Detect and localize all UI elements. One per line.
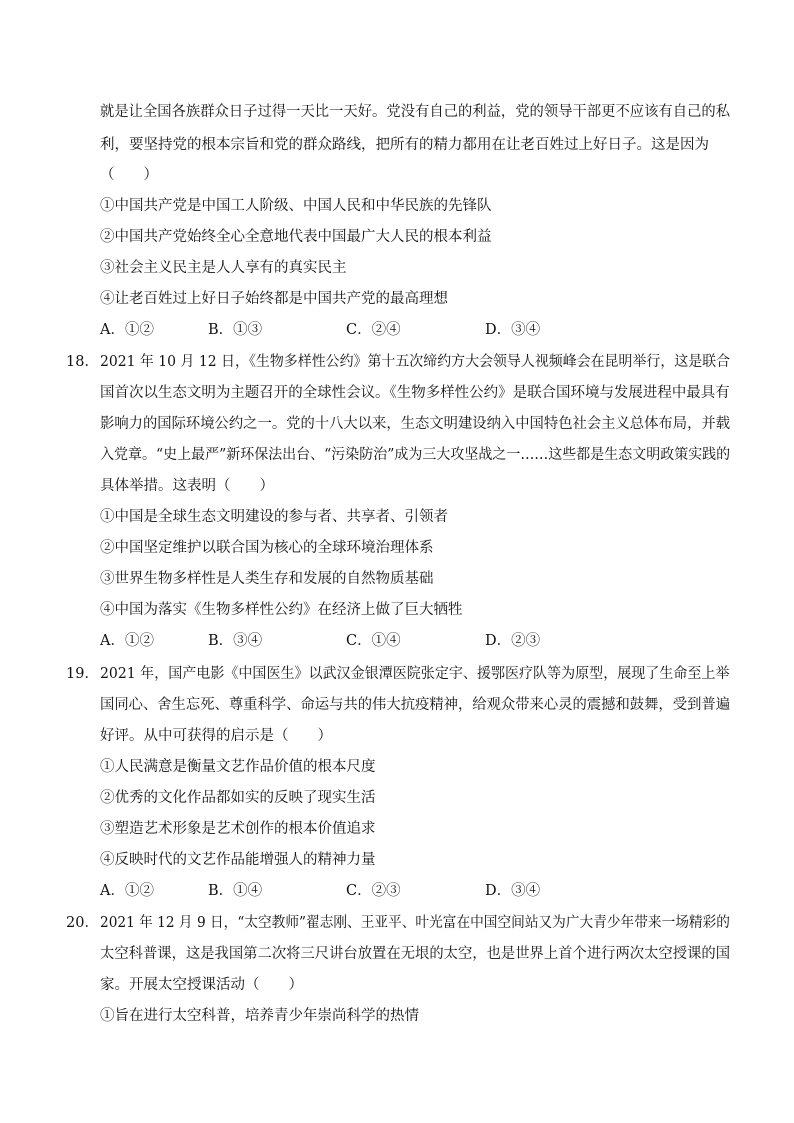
q19-choice-d: D．③④ (485, 883, 541, 899)
q18-choice-d: D．②③ (485, 633, 541, 649)
q18-stem-line-5: 具体举措。这表明（ ） (100, 478, 274, 494)
q18-stem-line-2: 国首次以生态文明为主题召开的全球性会议。《生物多样性公约》是联合国环境与发展进程中最具有 (100, 385, 730, 401)
q19-option-2: ②优秀的文化作品都如实的反映了现实生活 (100, 790, 376, 806)
q19-choice-a: A．①② (100, 883, 154, 899)
q19-option-4: ④反映时代的文艺作品能增强人的精神力量 (100, 852, 376, 868)
q17-option-3: ③社会主义民主是人人享有的真实民主 (100, 260, 347, 276)
q20-number: 20． (66, 915, 99, 931)
q18-option-1: ①中国是全球生态文明建设的参与者、共享者、引领者 (100, 509, 448, 525)
q18-choice-a: A．①② (100, 633, 154, 649)
q18-stem-line-1: 2021 年 10 月 12 日，《生物多样性公约》第十五次缔约方大会领导人视频峰会在昆明举行，这是联合 (100, 354, 731, 370)
q19-option-1: ①人民满意是衡量文艺作品价值的根本尺度 (100, 759, 376, 775)
q18-number: 18． (66, 354, 99, 370)
q19-stem-line-1: 2021 年，国产电影《中国医生》以武汉金银潭医院张定宇、援鄂医疗队等为原型，展现了生命至上举 (100, 666, 730, 682)
q17-option-2: ②中国共产党始终全心全意地代表中国最广大人民的根本利益 (100, 229, 492, 245)
q18-option-3: ③世界生物多样性是人类生存和发展的自然物质基础 (100, 571, 434, 587)
q17-choice-d: D．③④ (485, 322, 541, 338)
q20-stem-line-1: 2021 年 12 月 9 日，“太空教师”翟志刚、王亚平、叶光富在中国空间站又为广大青少年带来一场精彩的 (100, 915, 730, 931)
q17-choice-a: A．①② (100, 322, 154, 338)
q17-choice-b: B．①③ (208, 322, 263, 338)
q17-choice-c: C．②④ (346, 322, 401, 338)
q18-choice-c: C．①④ (346, 633, 401, 649)
q17-option-1: ①中国共产党是中国工人阶级、中国人民和中华民族的先锋队 (100, 198, 492, 214)
q17-option-4: ④让老百姓过上好日子始终都是中国共产党的最高理想 (100, 291, 448, 307)
q18-option-2: ②中国坚定维护以联合国为核心的全球环境治理体系 (100, 540, 434, 556)
q18-option-4: ④中国为落实《生物多样性公约》在经济上做了巨大牺牲 (100, 602, 463, 618)
q19-stem-line-3: 好评。从中可获得的启示是（ ） (100, 728, 332, 744)
q17-stem-line-1: 就是让全国各族群众日子过得一天比一天好。党没有自己的利益，党的领导干部更不应该有自己的私 (100, 104, 731, 120)
q19-stem-line-2: 国同心、舍生忘死、尊重科学、命运与共的伟大抗疫精神，给观众带来心灵的震撼和鼓舞，受到普遍 (100, 697, 731, 713)
q20-stem-line-3: 家。开展太空授课活动（ ） (100, 977, 303, 993)
q17-stem-line-2: 利，要坚持党的根本宗旨和党的群众路线，把所有的精力都用在让老百姓过上好日子。这是因为 (100, 137, 709, 153)
q18-stem-line-4: 入党章。“史上最严”新环保法出台、“污染防治”成为三大攻坚战之一……这些都是生态文明政策实践的 (100, 447, 731, 463)
q19-number: 19． (66, 666, 99, 682)
q19-choice-c: C．②③ (346, 883, 401, 899)
q20-stem-line-2: 太空科普课，这是我国第二次将三尺讲台放置在无垠的太空，也是世界上首个进行两次太空授课的国 (100, 946, 731, 962)
q18-choice-b: B．③④ (208, 633, 263, 649)
q17-answer-paren: （ ） (100, 167, 158, 183)
q20-option-1: ①旨在进行太空科普，培养青少年崇尚科学的热情 (100, 1008, 419, 1024)
q19-choice-b: B．①④ (208, 883, 263, 899)
q19-option-3: ③塑造艺术形象是艺术创作的根本价值追求 (100, 821, 376, 837)
q18-stem-line-3: 影响力的国际环境公约之一。党的十八大以来，生态文明建设纳入中国特色社会主义总体布局，并载 (100, 416, 731, 432)
